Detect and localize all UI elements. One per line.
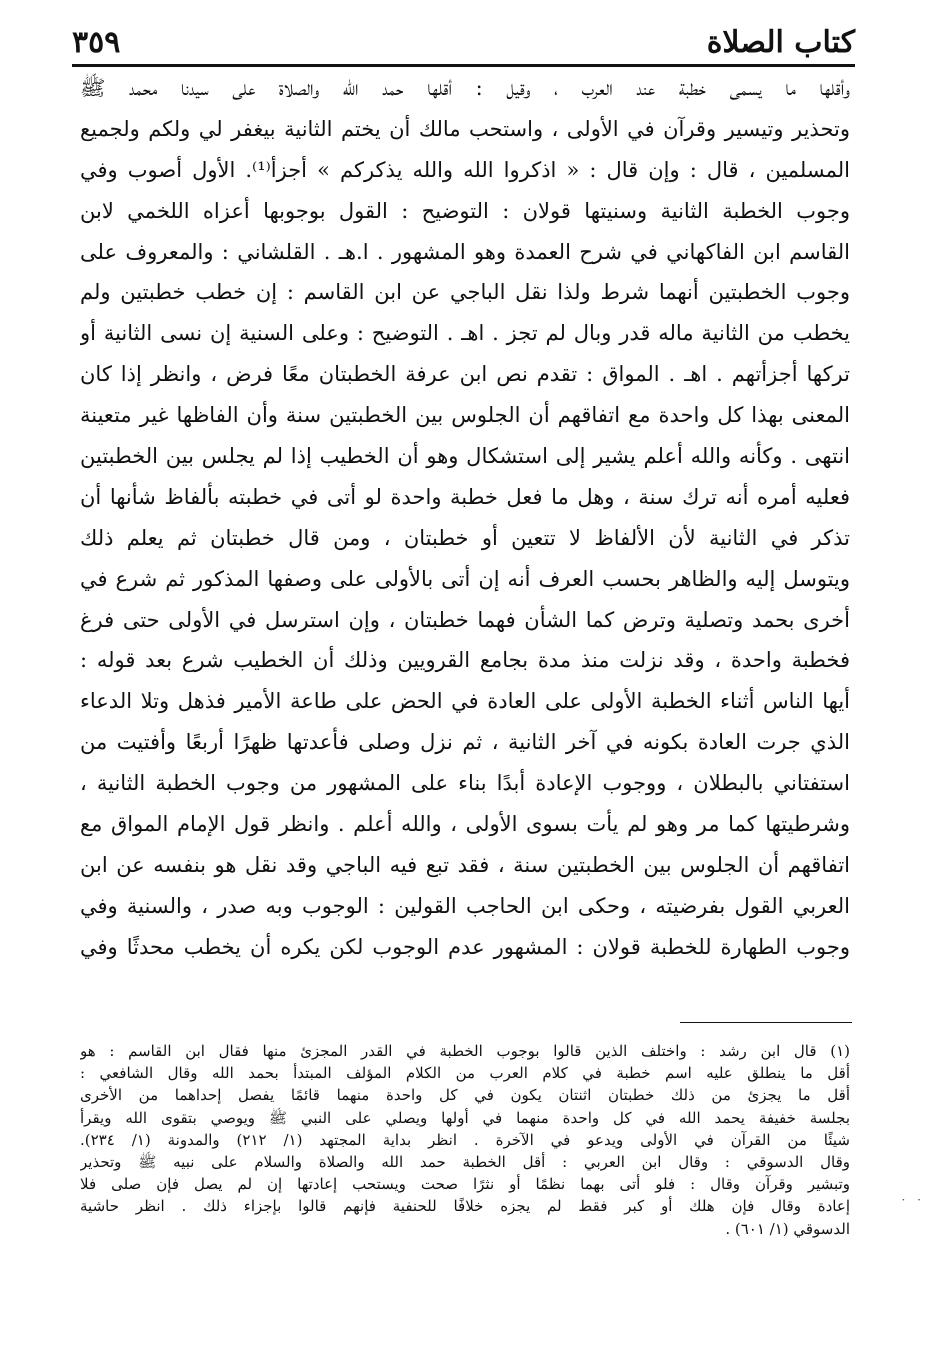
footnote-line: إعادة وقال فإن هلك أو كبر فقط لم يجزه خلافًا للحنفية فإنهم قالوا بإجزاء ذلك . انظر حاشية — [80, 1197, 850, 1216]
footnote-line: بجلسة خفيفة يحمد الله في كل واحدة منهما في أولها ويصلي على النبي ﷺ ويوصي بتقوى الله ويقرأ — [80, 1108, 850, 1127]
text-line: وجوب الخطبتين أنهما شرط ولذا نقل الباجي عن ابن القاسم : إن خطب خطبتين ولم — [80, 280, 850, 305]
text-line: انتهى . وكأنه والله أعلم يشير إلى استشكال وهو أن الخطيب إذا لم يجلس بين الخطبتين — [80, 444, 850, 469]
text-line: القاسم ابن الفاكهاني في شرح العمدة وهو المشهور . ا.هـ . القلشاني : والمعروف على — [80, 239, 850, 264]
margin-marks: · · — [901, 1193, 925, 1207]
text-line: أخرى بحمد وتصلية وترض كما الشأن فهما خطبتان ، وإن استرسل في الأولى حتى فرغ — [80, 607, 850, 632]
page-number: ٣٥٩ — [72, 25, 121, 60]
text-line: فخطبة واحدة ، وقد نزلت منذ مدة بجامع القرويين وذلك أن الخطيب شرع بعد قوله : — [80, 648, 850, 673]
footnote-line: (١) قال ابن رشد : واختلف الذين قالوا بوجوب الخطبة في القدر المجزئ منها فقال ابن القاسم : هو — [80, 1042, 850, 1060]
footnote-line: أقل ما يجزئ من ذلك خطبتان اثنتان يكون في كل واحدة منهما قائمًا يفصل إحداهما من الأخرى — [80, 1086, 850, 1105]
text-line: المسلمين ، قال : وإن قال : « اذكروا الله والله يذكركم » أجزأ⁽¹⁾. الأول أصوب وفي — [80, 157, 850, 182]
text-line: العربي القول بفرضيته ، وحكى ابن الحاجب القولين : الوجوب وبه صدر ، والسنية وفي — [80, 893, 850, 918]
text-line: فعليه أمره أنه ترك سنة ، وهل ما فعل خطبة واحدة لو أتى في خطبته بألفاظ شأنها أن — [80, 484, 850, 509]
header-rule — [72, 64, 855, 67]
footnote-line: الدسوقي (١/ ٦٠١) . — [725, 1219, 850, 1238]
text-line: وجوب الطهارة للخطبة قولان : المشهور عدم الوجوب لكن يكره أن يخطب محدثًا وفي — [80, 934, 850, 959]
text-line: يخطب من الثانية ماله قدر وبال لم تجز . اهـ . التوضيح : وعلى السنية إن نسى الثانية أو — [80, 321, 850, 346]
footnote-separator — [680, 1022, 852, 1023]
text-line: وأقلها ما يسمى خطبة عند العرب ، وقيل : أقلها حمد الله والصلاة على سيدنا محمد ﷺ — [80, 76, 850, 100]
text-line: وشرطيتها كما مر وهو لم يأت بسوى الأولى ، والله أعلم . وانظر قول الإمام المواق مع — [80, 812, 850, 837]
footnote-line: وتبشير وقرآن وقال : فلو أتى بهما نظمًا أو نثرًا صحت ويستحب إعادتها إن لم يصل فإن صلى فلا — [80, 1175, 850, 1194]
text-line: اتفاقهم أن الجلوس بين الخطبتين سنة ، فقد تبع فيه الباجي وقد نقل هو بنفسه عن ابن — [80, 852, 850, 877]
footnote-line: شيئًا من القرآن في الأولى ويدعو في الآخرة . انظر بداية المجتهد (١/ ٢١٢) والمدونة (١/ ٢٣٤). — [80, 1130, 850, 1149]
text-line: الذي جرت العادة بكونه في آخر الثانية ، ثم نزل وصلى فأعدتها ظهرًا أربعًا وأفتيت من — [80, 730, 850, 755]
footnotes — [80, 1040, 850, 1240]
running-header — [72, 22, 855, 66]
main-text — [80, 68, 850, 968]
footnote-line: أقل ما ينطلق عليه اسم خطبة في كلام العرب من الكلام المؤلف المبتدأ بحمد الله وقال الشافعي : — [80, 1064, 850, 1083]
text-line: أيها الناس أثناء الخطبة الأولى على العادة في الحض على طاعة الأمير فذهل وتلا الدعاء — [80, 689, 850, 714]
text-line: تركها أجزأتهم . اهـ . المواق : تقدم نص ابن عرفة الخطبتان معًا فرض ، وانظر إذا كان — [80, 362, 850, 387]
text-line: تذكر في الثانية لأن الألفاظ لا تتعين أو خطبتان ، ومن قال خطبتان ثم يعلم ذلك — [80, 525, 850, 550]
text-line: استفتاني بالبطلان ، ووجوب الإعادة أبدًا بناء على المشهور من وجوب الخطبة الثانية ، — [80, 771, 850, 796]
text-line: وجوب الخطبة الثانية وسنيتها قولان : التوضيح : القول بوجوبها أعزاه اللخمي لابن — [80, 198, 850, 223]
footnote-line: وقال الدسوقي : وقال ابن العربي : أقل الخطبة حمد الله والصلاة والسلام على نبيه ﷺ وتحذير — [80, 1152, 850, 1171]
text-line: المعنى بهذا كل واحدة مع اتفاقهم أن الجلوس بين الخطبتين سنة وأن الفاظها غير متعينة — [80, 403, 850, 428]
text-line: وتحذير وتيسير وقرآن في الأولى ، واستحب مالك أن يختم الثانية بيغفر لي ولكم ولجميع — [80, 116, 850, 141]
text-line: ويتوسل إليه والظاهر بحسب العرف أنه إن أتى بالأولى على وصفها المذكور ثم شرع في — [80, 566, 850, 591]
chapter-title: كتاب الصلاة — [706, 25, 855, 60]
